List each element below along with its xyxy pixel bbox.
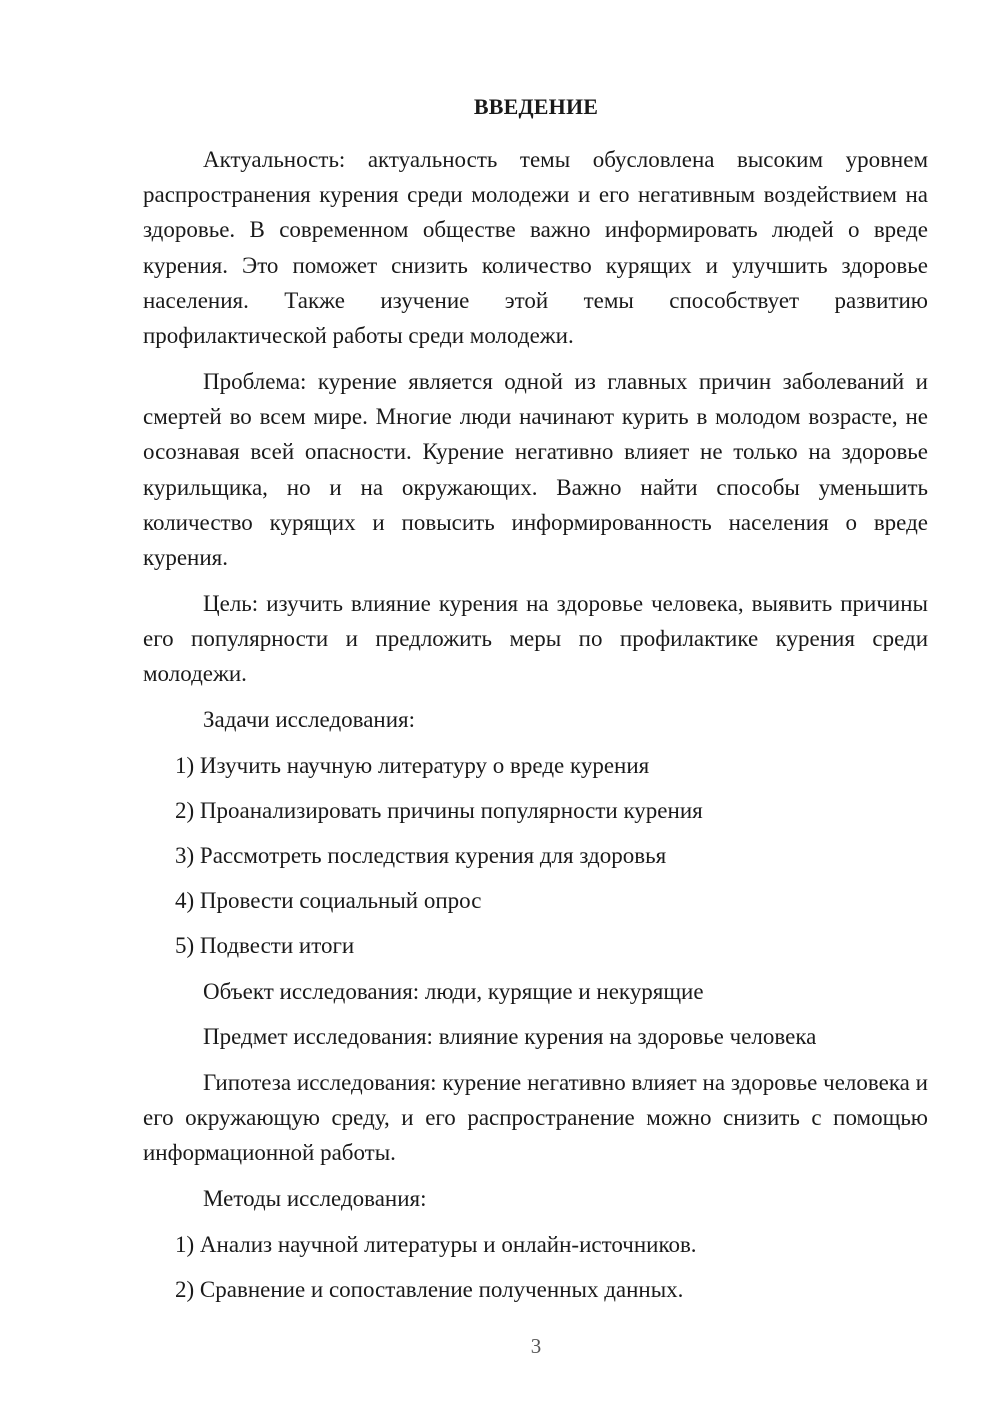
subject-line: Предмет исследования: влияние курения на здоровье человека (203, 1024, 817, 1049)
list-item: 4) Провести социальный опрос (175, 888, 482, 913)
list-item: 1) Анализ научной литературы и онлайн-источников. (175, 1232, 697, 1257)
list-item: 3) Рассмотреть последствия курения для здоровья (175, 843, 667, 868)
tasks-heading: Задачи исследования: (203, 707, 416, 732)
paragraph-actuality: Актуальность: актуальность темы обусловлена высоким уровнем распространения курения среди молодежи и его негативным воздействием на здоровье. В современном обществе важно информировать людей о вреде курения. Это поможет снизить количество курящих и улучшить здоровье населения. Также изучение этой темы способствует развитию профилактической работы среди молодежи. (143, 147, 928, 349)
page-title: ВВЕДЕНИЕ (473, 94, 599, 119)
paragraph-goal: Цель: изучить влияние курения на здоровье человека, выявить причины его популярности и предложить меры по профилактике курения среди молодежи. (143, 591, 928, 687)
list-item: 5) Подвести итоги (175, 933, 355, 958)
list-item: 2) Сравнение и сопоставление полученных данных. (175, 1277, 684, 1302)
page-number: 3 (530, 1334, 542, 1358)
paragraph-hypothesis: Гипотеза исследования: курение негативно влияет на здоровье человека и его окружающую среду, и его распространение можно снизить с помощью информационной работы. (143, 1070, 928, 1166)
list-item: 1) Изучить научную литературу о вреде курения (175, 753, 650, 778)
object-line: Объект исследования: люди, курящие и некурящие (203, 979, 704, 1004)
paragraph-problem: Проблема: курение является одной из главных причин заболеваний и смертей во всем мире. Многие люди начинают курить в молодом возрасте, не осознавая всей опасности. Курение негативно влияет не только на здоровье курильщика, но и на окружающих. Важно найти способы уменьшить количество курящих и повысить информированность населения о вреде курения. (143, 369, 928, 571)
methods-heading: Методы исследования: (203, 1186, 427, 1211)
list-item: 2) Проанализировать причины популярности курения (175, 798, 703, 823)
